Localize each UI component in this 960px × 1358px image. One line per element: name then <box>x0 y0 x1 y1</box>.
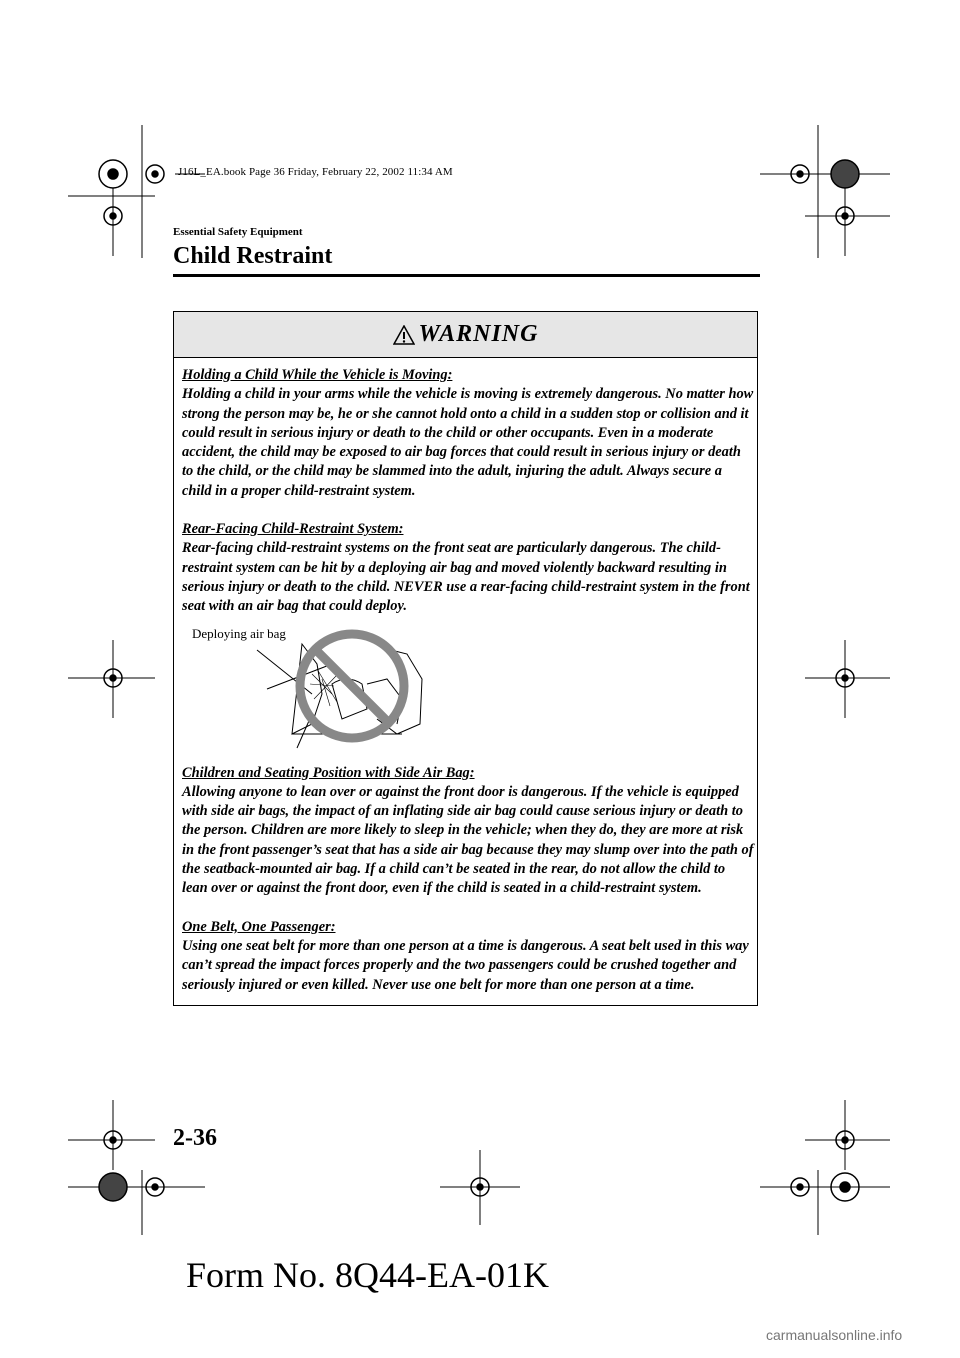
warning-item-heading: Rear-Facing Child-Restraint System: <box>182 521 404 538</box>
watermark: carmanualsonline.info <box>766 1327 903 1343</box>
warning-item-one-belt <box>182 918 754 995</box>
section-category: Essential Safety Equipment <box>173 226 303 238</box>
warning-triangle-icon <box>393 325 415 345</box>
warning-item-side-airbag <box>182 764 754 899</box>
rear-facing-seat-prohibited-illustration <box>172 624 432 750</box>
figure-label: Deploying air bag <box>192 626 286 641</box>
page-number: 2-36 <box>173 1125 217 1151</box>
warning-item-heading: Holding a Child While the Vehicle is Moving: <box>182 367 453 383</box>
warning-item-heading: One Belt, One Passenger: <box>182 918 336 935</box>
warning-item-text: Using one seat belt for more than one person at a time is dangerous. A seat belt used in this way can’t spread the impact forces properly and the two passengers could be crushed together and seriously injured or even killed. Never use one belt for more than one person at a time. <box>182 937 749 993</box>
warning-item-holding-child <box>182 366 754 501</box>
warning-header <box>174 312 757 358</box>
warning-item-heading: Children and Seating Position with Side Air Bag: <box>182 764 475 781</box>
form-number: Form No. 8Q44-EA-01K <box>186 1255 549 1295</box>
title-divider <box>173 274 760 277</box>
warning-title: WARNING <box>418 321 539 347</box>
page-title: Child Restraint <box>173 243 333 269</box>
warning-item-text: Holding a child in your arms while the vehicle is moving is extremely dangerous. No matter how strong the person may be, he or she cannot hold onto a child in a sudden stop or collision and it could result in serious injury or death to the child or other occupants. Even in a moderate accident, the child may be exposed to air bag forces that could result in serious injury or death to the child, or the child may be slammed into the adult, injuring the adult. Always secure a child in a proper child-restraint system. <box>182 386 754 499</box>
warning-item-text: Allowing anyone to lean over or against the front door is dangerous. If the vehicle is equipped with side air bags, the impact of an inflating side air bag could cause serious injury or death to the person. Children are more likely to sleep in the vehicle; when they do, they are more at risk in the front passenger’s seat that has a side air bag because they may slump over into the path of the seatback-mounted air bag. If a child can’t be seated in the rear, do not allow the child to lean over or against the front door, even if the child is seated in a child-restraint system. <box>182 783 754 897</box>
warning-item-text: Rear-facing child-restraint systems on the front seat are particularly dangerous. The child-restraint system can be hit by a deploying air bag and moved violently backward resulting in serious injury or death to the child. NEVER use a rear-facing child-restraint system in the front seat with an air bag that could deploy. <box>182 540 750 615</box>
book-info-header: J16L_EA.book Page 36 Friday, February 22, 2002 11:34 AM <box>178 166 453 178</box>
warning-item-rear-facing <box>182 520 754 616</box>
